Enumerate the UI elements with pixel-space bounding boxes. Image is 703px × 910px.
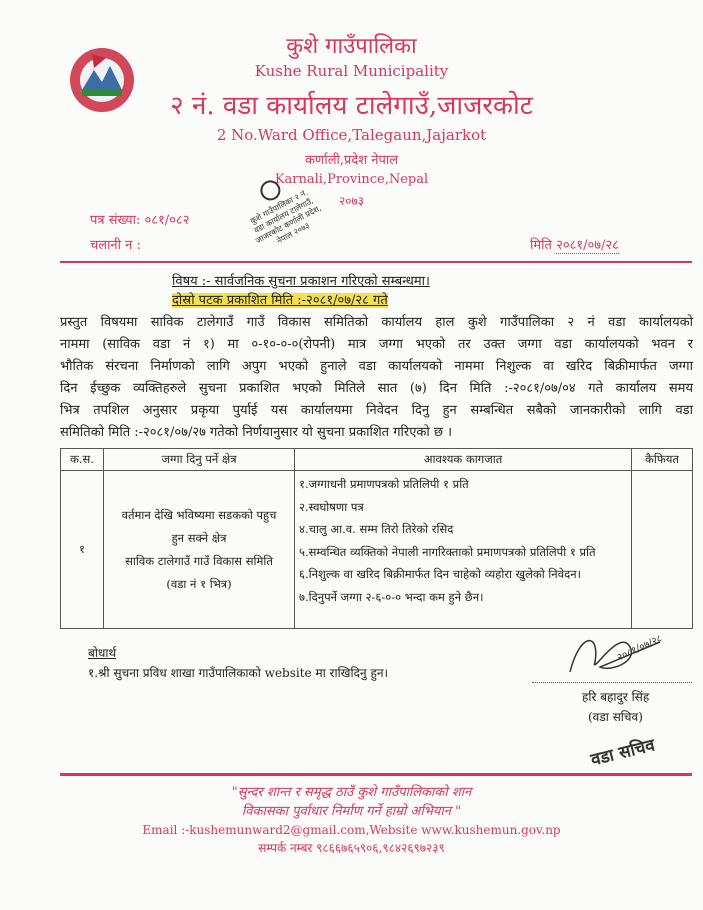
footer-divider [60,773,692,776]
cell-area: वर्तमान देखि भविष्यमा सडकको पहुच हुन सक्ने क्षेत्र साविक टालेगाउँ गाउँ विकास समिति (वडा नं १ भित्र) [104,471,295,629]
header-documents: आवश्यक कागजात [295,449,632,471]
contact-phone: सम्पर्क नम्बर ९८६६७६५९०६,९८४२६९७२३९ [258,841,445,855]
table-row [61,471,693,629]
designation-stamp: वडा सचिव [588,735,657,771]
office-stamp: कुशे गाउँपालिका २ नं. वडा कार्यालय टालेगाउँ, जाजरकोट कर्णाली प्रदेश, नेपाल २०७३ [232,163,337,269]
cell-sn: १ [61,471,104,629]
letter-date: मिति २०८१/०७/२८ [530,238,619,253]
table-header-row [61,449,693,471]
cell-remarks [632,471,693,629]
municipality-name-np: कुशे गाउँपालिका [286,34,417,59]
subject-line: विषय :- सार्वजनिक सुचना प्रकाशन गरिएको सम्बन्धमा। [172,274,430,289]
signatory-designation: (वडा सचिव) [588,710,643,724]
signatory-name: हरि बहादुर सिंह [582,690,650,704]
body-paragraph: प्रस्तुत विषयमा साविक टालेगाउँ गाउँ विकास समितिको कार्यालय हाल कुशे गाउँपालिका २ नं वडा कार्यालयको नाममा (साविक वडा नं १) मा ०-१०-०-०(रोपनी) मात्र जग्गा भएको तर उक्त जग्गा वडा कार्यालयको भवन र भौतिक संरचना निर्माणको लागि अपुग भएको हुनाले वडा कार्यालयको नाममा निशुल्क वा खरिद बिक्रीमार्फत जग्गा दिन ईच्छुक व्यक्तिहरुले सुचना प्रकाशित भएको मितिले सात (७) दिन मिति :-२०८१/०७/०४ गते कार्यालय समय भित्र तपशिल अनुसार प्रकृया पुर्याई यस कार्यालयमा निवेदन दिनु हुन सम्बन्धित सबैको जानकारीको लागि वडा समितिको मिति :-२०८१/०७/२७ गतेको निर्णयानुसार यो सुचना प्रकाशित गरिएको छ । [60,315,693,440]
cc-title: बोधार्थ [88,646,117,660]
province-en: Karnali,Province,Nepal [274,172,429,187]
header-area: जग्गा दिनु पर्ने क्षेत्र [104,449,295,471]
contact-email-website: Email :-kushemunward2@gmail.com,Website www.kushemun.gov.np [142,823,561,837]
signature-line [532,682,692,683]
municipality-name-en: Kushe Rural Municipality [254,62,449,80]
header-sn: क.स. [61,449,104,471]
header-divider [60,261,692,263]
office-name-np: २ नं. वडा कार्यालय टालेगाउँ,जाजरकोट [170,91,533,121]
office-name-en: 2 No.Ward Office,Talegaun,Jajarkot [216,126,487,144]
cc-block [88,643,508,683]
cell-documents: १.जग्गाधनी प्रमाणपत्रको प्रतिलिपी १ प्रति २.स्वघोषणा पत्र ४.चालु आ.व. सम्म तिरो तिरेको रसिद ५.सम्वन्धित व्यक्तिको नेपाली नागरिक्ताको प्रमाणपत्रको प्रतिलिपी १ प्रति ६.निशुल्क वा खरिद बिक्रीमार्फत दिन चाहेको व्यहोरा खुलेको निवेदन। ७.दिनुपर्ने जग्गा २-६-०-० भन्दा कम हुने छैन। [295,471,632,629]
established-year: २०७३ [339,194,364,208]
slogan-line-1: "सुन्दर शान्त र समृद्ध ठाउँ कुशे गाउँपालिकाको शान [231,785,472,800]
letter-number: पत्र संख्या: ०८१/०८२ [90,213,190,228]
second-publish-date: दोस्रो पटक प्रकाशित मिति :-२०८१/०७/२८ गते [172,293,388,308]
requirements-table [60,448,693,629]
slogan-line-2: विकासका पुर्वाधार निर्माण गर्ने हाम्रो अभियान " [241,804,462,819]
province-np: कर्णाली,प्रदेश नेपाल [304,153,399,168]
dispatch-number-label: चलानी न : [90,238,141,253]
header-remarks: कैफियत [632,449,693,471]
signature-date: २०८१/०७/२८ [615,633,665,664]
cc-item: १.श्री सुचना प्रविध शाखा गाउँपालिकाको website मा राखिदिनु हुन। [88,666,389,680]
